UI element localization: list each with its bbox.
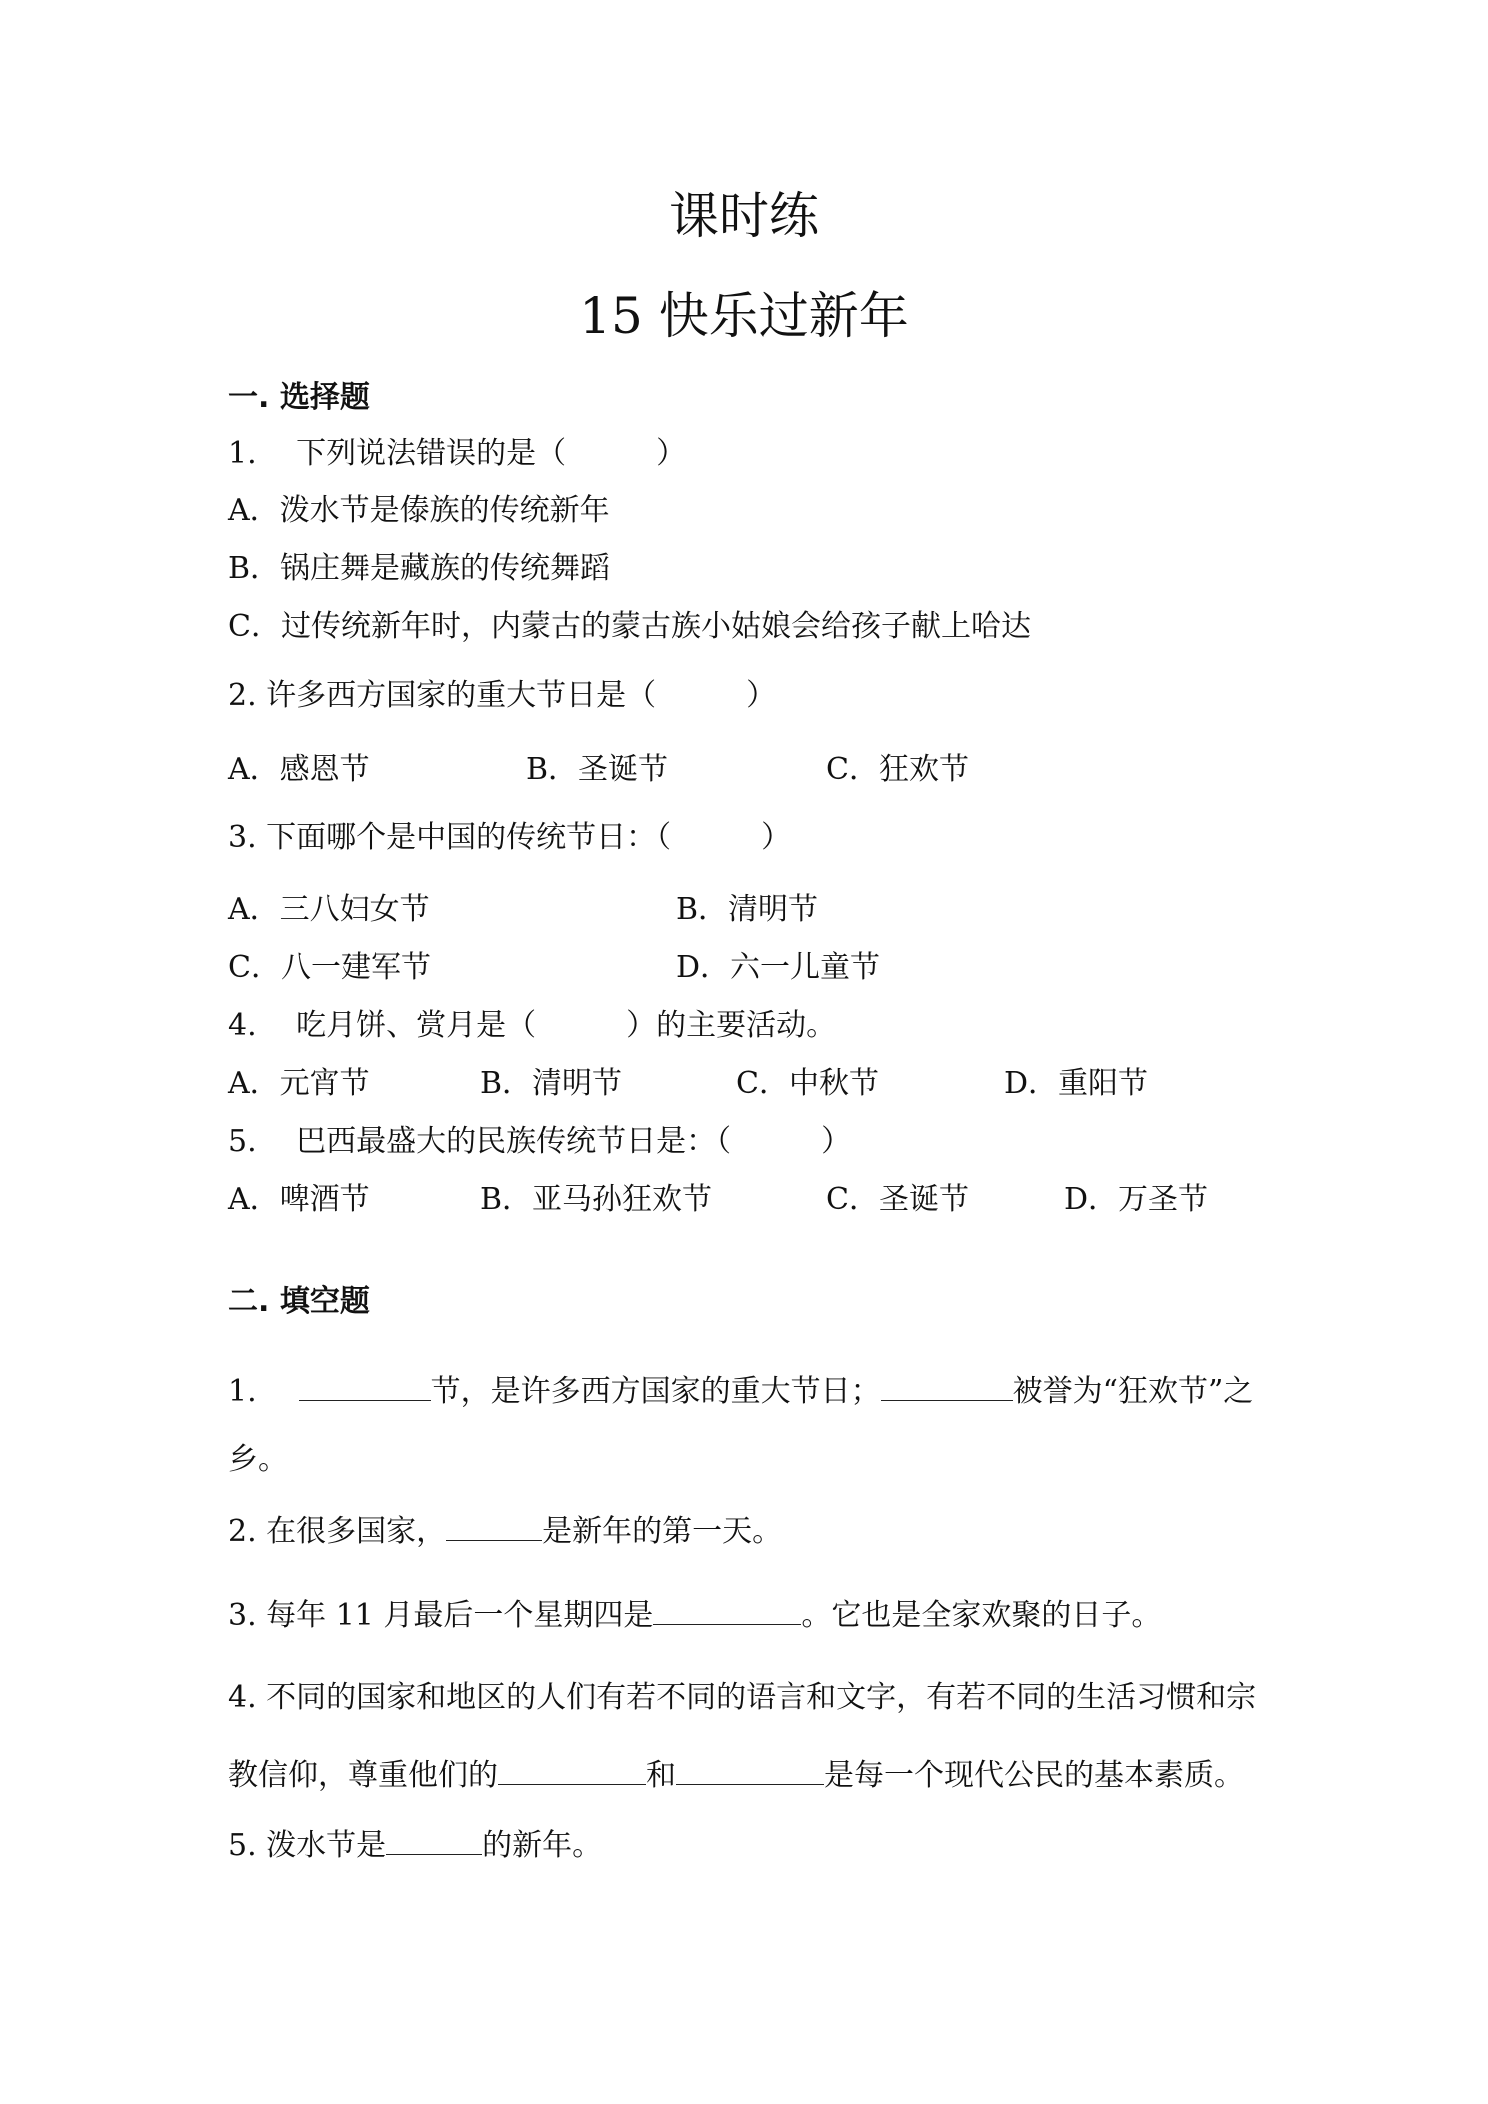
question-3: 3. 下面哪个是中国的传统节日：（ ）: [228, 820, 792, 855]
fill-question-3: [228, 1596, 1161, 1636]
page-title: 课时练: [669, 187, 819, 245]
fill-question-4: 4. 不同的国家和地区的人们有若不同的语言和文字，有若不同的生活习惯和宗: [228, 1680, 1257, 1715]
question-1: 1. 下列说法错误的是（ ）: [228, 436, 687, 471]
q4-option-b: B．清明节: [480, 1066, 623, 1101]
fill-question-1: [228, 1372, 1253, 1412]
fill-1-text-a: 节，是许多西方国家的重大节日；: [430, 1374, 881, 1409]
fill-4-text-b: 和: [646, 1758, 676, 1793]
q1-option-c: C．过传统新年时，内蒙古的蒙古族小姑娘会给孩子献上哈达: [228, 609, 1031, 644]
q1-option-b: B．锅庄舞是藏族的传统舞蹈: [228, 551, 611, 586]
fill-4-blank-a[interactable]: [498, 1756, 646, 1785]
fill-4-blank-b[interactable]: [676, 1756, 824, 1785]
q2-option-c: C．狂欢节: [826, 752, 969, 787]
fill-2-blank[interactable]: [446, 1512, 542, 1541]
fill-question-4-cont: [228, 1756, 1244, 1796]
fill-5-text-a: 5. 泼水节是: [228, 1828, 387, 1863]
fill-2-text-b: 是新年的第一天。: [542, 1514, 783, 1549]
question-5: 5. 巴西最盛大的民族传统节日是：（ ）: [228, 1124, 852, 1159]
fill-1-number: 1.: [228, 1374, 257, 1409]
q4-option-a: A．元宵节: [228, 1066, 370, 1101]
fill-5-text-b: 的新年。: [482, 1828, 603, 1863]
q2-option-a: A．感恩节: [228, 752, 370, 787]
q3-option-d: D．六一儿童节: [676, 950, 881, 985]
lesson-title: 15 快乐过新年: [579, 287, 909, 345]
fill-2-text-a: 2. 在很多国家，: [228, 1514, 447, 1549]
section-heading-fill: 二. 填空题: [228, 1284, 370, 1319]
q4-option-c: C．中秋节: [736, 1066, 879, 1101]
fill-4-text-c: 是每一个现代公民的基本素质。: [824, 1758, 1244, 1793]
q5-option-a: A．啤酒节: [228, 1182, 370, 1217]
fill-1-text-b: 被誉为“狂欢节”之: [1012, 1374, 1254, 1409]
q2-option-b: B．圣诞节: [526, 752, 669, 787]
section-heading-choice: 一. 选择题: [228, 380, 370, 415]
q3-option-c: C．八一建军节: [228, 950, 431, 985]
question-2: 2. 许多西方国家的重大节日是（ ）: [228, 678, 777, 713]
fill-3-blank[interactable]: [653, 1596, 801, 1625]
fill-1-blank-b[interactable]: [881, 1372, 1013, 1401]
fill-question-5: [228, 1826, 602, 1866]
fill-question-1-cont: 乡。: [228, 1442, 288, 1477]
q5-option-c: C．圣诞节: [826, 1182, 969, 1217]
fill-4-text-a: 教信仰，尊重他们的: [228, 1758, 498, 1793]
fill-1-blank-a[interactable]: [299, 1372, 431, 1401]
fill-5-blank[interactable]: [386, 1826, 482, 1855]
q5-option-d: D．万圣节: [1064, 1182, 1209, 1217]
q3-option-b: B．清明节: [676, 892, 819, 927]
q5-option-b: B．亚马孙狂欢节: [480, 1182, 713, 1217]
question-4: 4. 吃月饼、赏月是（ ）的主要活动。: [228, 1008, 837, 1043]
q4-option-d: D．重阳节: [1004, 1066, 1149, 1101]
q3-option-a: A．三八妇女节: [228, 892, 430, 927]
fill-3-text-a: 3. 每年 11 月最后一个星期四是: [228, 1598, 654, 1633]
q1-option-a: A．泼水节是傣族的传统新年: [228, 493, 610, 528]
fill-question-2: [228, 1512, 782, 1552]
fill-3-text-b: 。它也是全家欢聚的日子。: [801, 1598, 1162, 1633]
